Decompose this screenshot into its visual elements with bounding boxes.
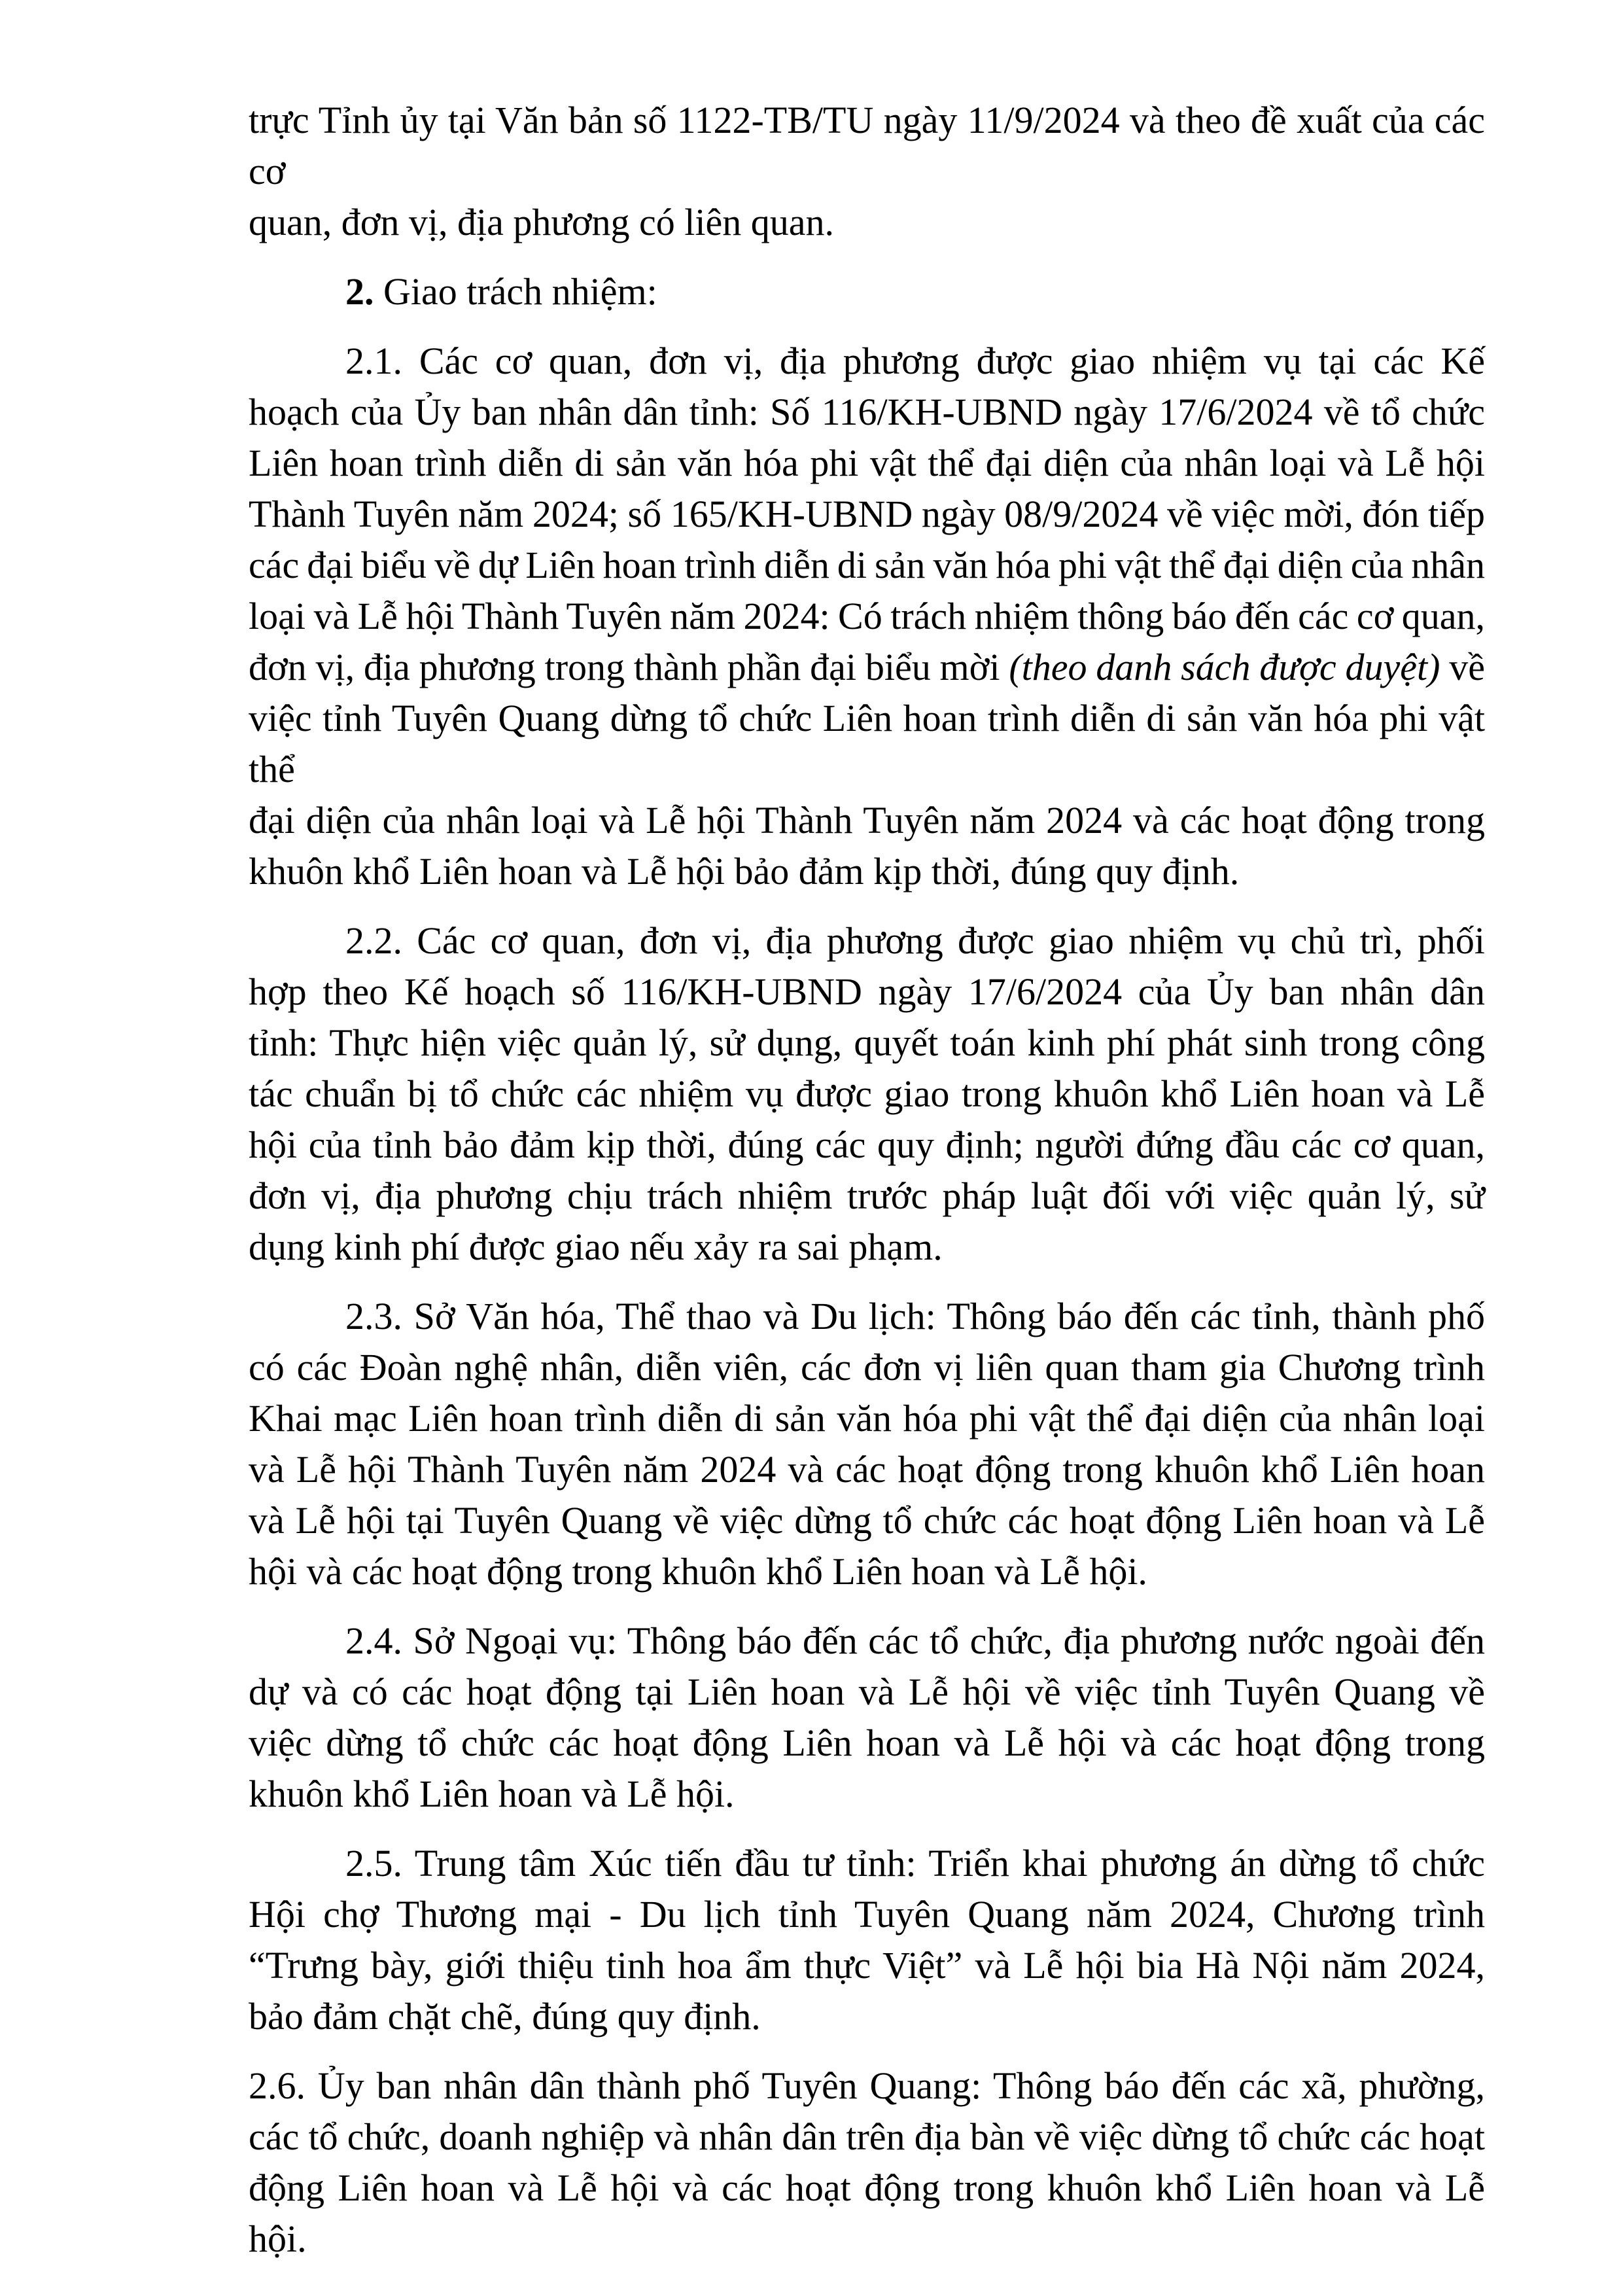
text-line: các tổ chức, doanh nghiệp và nhân dân trên địa bàn về việc dừng tổ chức các hoạt: [249, 2115, 1485, 2158]
italic-note: (theo danh sách được duyệt): [1009, 646, 1440, 688]
text-line: hội và các hoạt động trong khuôn khổ Liên hoan và Lễ hội.: [249, 1550, 1147, 1593]
text-line: đại diện của nhân loại và Lễ hội Thành Tuyên năm 2024 và các hoạt động trong: [249, 799, 1485, 841]
text-line: các đại biểu về dự Liên hoan trình diễn di sản văn hóa phi vật thể đại diện của nhân: [249, 544, 1485, 586]
section-number: 2.: [345, 270, 374, 313]
section-title: Giao trách nhiệm:: [374, 270, 657, 313]
text-line: Hội chợ Thương mại - Du lịch tỉnh Tuyên Quang năm 2024, Chương trình: [249, 1893, 1485, 1935]
text-line: loại và Lễ hội Thành Tuyên năm 2024: Có trách nhiệm thông báo đến các cơ quan,: [249, 595, 1485, 637]
text-line: 2.1. Các cơ quan, đơn vị, địa phương được giao nhiệm vụ tại các Kế: [345, 340, 1485, 382]
paragraph-2-6: [249, 2060, 1485, 2265]
text-segment: đơn vị, địa phương trong thành phần đại biểu mời: [249, 646, 1009, 688]
text-line: 2.4. Sở Ngoại vụ: Thông báo đến các tổ chức, địa phương nước ngoài đến: [345, 1619, 1485, 1662]
text-line: việc tỉnh Tuyên Quang dừng tổ chức Liên hoan trình diễn di sản văn hóa phi vật thể: [249, 697, 1485, 790]
text-line: bảo đảm chặt chẽ, đúng quy định.: [249, 1995, 761, 2038]
text-line: Khai mạc Liên hoan trình diễn di sản văn hóa phi vật thể đại diện của nhân loại: [249, 1397, 1485, 1439]
text-line: [249, 642, 1485, 693]
paragraph-2-1: [249, 336, 1485, 897]
paragraph-2-5: [249, 1838, 1485, 2042]
text-segment: về: [1440, 646, 1486, 688]
paragraph-2-2: [249, 915, 1485, 1273]
text-line: hoạch của Ủy ban nhân dân tỉnh: Số 116/KH-UBND ngày 17/6/2024 về tổ chức: [249, 391, 1485, 433]
text-line: dự và có các hoạt động tại Liên hoan và Lễ hội về việc tỉnh Tuyên Quang về: [249, 1670, 1485, 1713]
text-line: 2.6. Ủy ban nhân dân thành phố Tuyên Quang: Thông báo đến các xã, phường,: [249, 2064, 1485, 2107]
text-line: có các Đoàn nghệ nhân, diễn viên, các đơn vị liên quan tham gia Chương trình: [249, 1346, 1485, 1388]
text-line: động Liên hoan và Lễ hội và các hoạt động trong khuôn khổ Liên hoan và Lễ hội.: [249, 2166, 1485, 2260]
text-line: Thành Tuyên năm 2024; số 165/KH-UBND ngày 08/9/2024 về việc mời, đón tiếp: [249, 493, 1485, 535]
paragraph-2-4: [249, 1616, 1485, 1820]
text-line: “Trưng bày, giới thiệu tinh hoa ẩm thực Việt” và Lễ hội bia Hà Nội năm 2024,: [249, 1944, 1485, 1987]
text-line: trực Tỉnh ủy tại Văn bản số 1122-TB/TU ngày 11/9/2024 và theo đề xuất của các cơ: [249, 99, 1485, 192]
text-line: hợp theo Kế hoạch số 116/KH-UBND ngày 17/6/2024 của Ủy ban nhân dân: [249, 970, 1485, 1013]
text-line: và Lễ hội tại Tuyên Quang về việc dừng tổ chức các hoạt động Liên hoan và Lễ: [249, 1499, 1485, 1542]
text-line: khuôn khổ Liên hoan và Lễ hội.: [249, 1773, 735, 1815]
text-line: tỉnh: Thực hiện việc quản lý, sử dụng, quyết toán kinh phí phát sinh trong công: [249, 1021, 1485, 1064]
text-line: việc dừng tổ chức các hoạt động Liên hoan và Lễ hội và các hoạt động trong: [249, 1722, 1485, 1764]
text-line: và Lễ hội Thành Tuyên năm 2024 và các hoạt động trong khuôn khổ Liên hoan: [249, 1448, 1485, 1491]
text-line: 2.3. Sở Văn hóa, Thể thao và Du lịch: Thông báo đến các tỉnh, thành phố: [345, 1295, 1485, 1337]
text-line: dụng kinh phí được giao nếu xảy ra sai phạm.: [249, 1226, 943, 1268]
paragraph-2-3: [249, 1291, 1485, 1597]
text-line: khuôn khổ Liên hoan và Lễ hội bảo đảm kịp thời, đúng quy định.: [249, 850, 1240, 892]
section-heading: [249, 266, 1485, 317]
text-line: đơn vị, địa phương chịu trách nhiệm trước pháp luật đối với việc quản lý, sử: [249, 1174, 1485, 1217]
text-line: tác chuẩn bị tổ chức các nhiệm vụ được giao trong khuôn khổ Liên hoan và Lễ: [249, 1072, 1485, 1115]
text-line: 2.2. Các cơ quan, đơn vị, địa phương được giao nhiệm vụ chủ trì, phối: [345, 919, 1485, 962]
paragraph-continuation: [249, 95, 1485, 248]
text-line: 2.5. Trung tâm Xúc tiến đầu tư tỉnh: Triển khai phương án dừng tổ chức: [345, 1842, 1485, 1884]
text-line: hội của tỉnh bảo đảm kịp thời, đúng các quy định; người đứng đầu các cơ quan,: [249, 1123, 1485, 1166]
text-line: quan, đơn vị, địa phương có liên quan.: [249, 201, 834, 243]
text-line: Liên hoan trình diễn di sản văn hóa phi vật thể đại diện của nhân loại và Lễ hội: [249, 442, 1485, 484]
